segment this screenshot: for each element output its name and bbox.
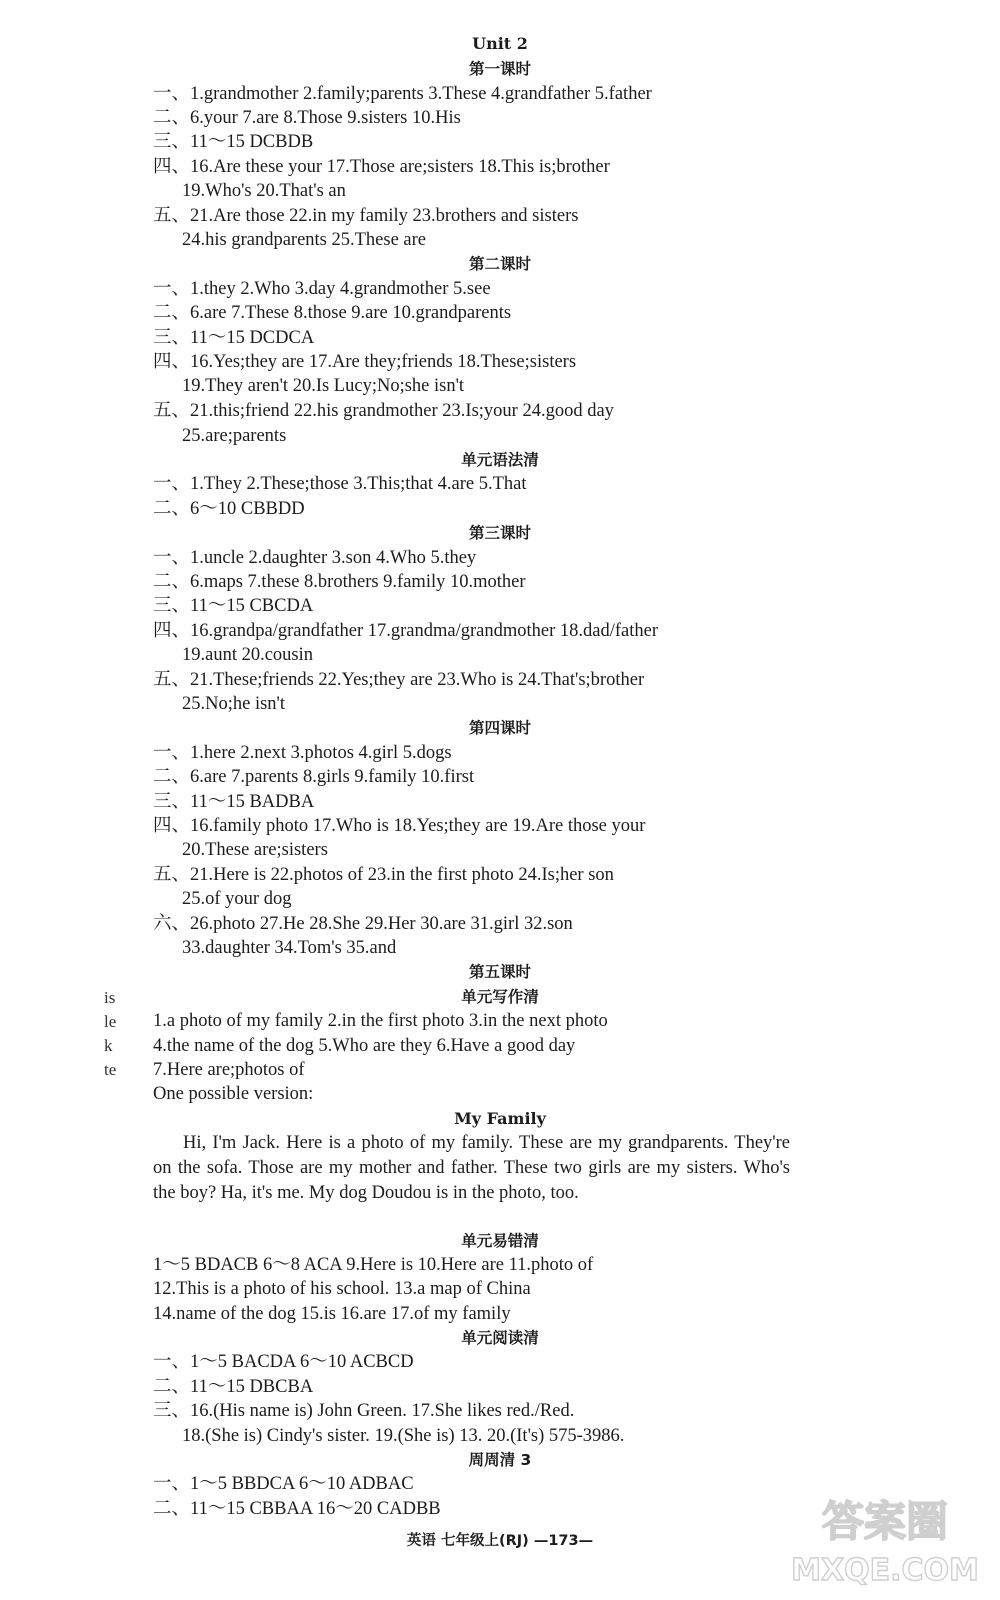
margin-fragment: is	[104, 988, 116, 1007]
section-heading: 单元阅读清	[461, 1329, 539, 1347]
section-heading: 第三课时	[468, 524, 531, 542]
section-heading: 单元易错清	[461, 1232, 539, 1250]
watermark-top: 答案圈	[821, 1497, 949, 1546]
answer-line: 4.the name of the dog 5.Who are they 6.Have a good day	[153, 1036, 576, 1056]
answer-line: 18.(She is) Cindy's sister. 19.(She is) 13. 20.(It's) 575-3986.	[182, 1426, 625, 1446]
answer-line: 25.of your dog	[182, 889, 292, 909]
answer-line: 五、21.These;friends 22.Yes;they are 23.Who is 24.That's;brother	[153, 670, 645, 690]
answer-line: 19.aunt 20.cousin	[182, 645, 314, 665]
answer-line: 二、11～15 DBCBA	[153, 1377, 314, 1397]
section-heading: 第二课时	[468, 255, 531, 273]
answer-line: 四、16.Are these your 17.Those are;sisters 18.This is;brother	[153, 157, 610, 177]
answer-line: 12.This is a photo of his school. 13.a map of China	[153, 1279, 531, 1299]
answer-line: 二、6.maps 7.these 8.brothers 9.family 10.mother	[153, 572, 526, 592]
answer-line: 二、6.are 7.parents 8.girls 9.family 10.first	[153, 767, 475, 787]
answer-line: 19.They aren't 20.Is Lucy;No;she isn't	[182, 376, 465, 396]
answer-line: 三、16.(His name is) John Green. 17.She likes red./Red.	[153, 1401, 575, 1421]
answer-line: 14.name of the dog 15.is 16.are 17.of my family	[153, 1304, 511, 1324]
answer-line: 五、21.Are those 22.in my family 23.brothers and sisters	[153, 206, 579, 226]
watermark-bottom: MXQE.COM	[791, 1553, 979, 1588]
section-heading: 周周清 3	[468, 1451, 532, 1469]
answer-line: 二、6.your 7.are 8.Those 9.sisters 10.His	[153, 108, 461, 128]
answer-line: 24.his grandparents 25.These are	[182, 230, 427, 250]
section-heading: 单元语法清	[461, 451, 539, 469]
section-heading: 单元写作清	[461, 988, 539, 1006]
answer-line: 二、6～10 CBBDD	[153, 499, 305, 519]
answer-line: 一、1～5 BBDCA 6～10 ADBAC	[153, 1474, 414, 1494]
answer-line: 二、6.are 7.These 8.those 9.are 10.grandparents	[153, 303, 512, 323]
essay-title: My Family	[454, 1109, 546, 1128]
answer-line: 一、1.uncle 2.daughter 3.son 4.Who 5.they	[153, 548, 477, 568]
answer-line: 五、21.this;friend 22.his grandmother 23.Is;your 24.good day	[153, 401, 614, 421]
answer-line: 20.These are;sisters	[182, 840, 328, 860]
watermark-logo	[790, 1488, 980, 1592]
margin-fragment: k	[104, 1036, 113, 1055]
answer-line: 六、26.photo 27.He 28.She 29.Her 30.are 31.girl 32.son	[153, 914, 573, 934]
answer-line: 一、1.they 2.Who 3.day 4.grandmother 5.see	[153, 279, 491, 299]
answer-line: 三、11～15 CBCDA	[153, 596, 314, 616]
answer-line: 25.are;parents	[182, 426, 287, 446]
answer-line: 一、1.here 2.next 3.photos 4.girl 5.dogs	[153, 743, 452, 763]
answer-line: 33.daughter 34.Tom's 35.and	[182, 938, 397, 958]
unit-title: Unit 2	[472, 34, 528, 53]
answer-line: 五、21.Here is 22.photos of 23.in the first photo 24.Is;her son	[153, 865, 614, 885]
answer-line: 二、11～15 CBBAA 16～20 CADBB	[153, 1499, 441, 1519]
section-heading: 第一课时	[468, 60, 531, 78]
answer-line: 一、1～5 BACDA 6～10 ACBCD	[153, 1352, 414, 1372]
section-heading: 第五课时	[468, 963, 531, 981]
answer-line: 一、1.grandmother 2.family;parents 3.These 4.grandfather 5.father	[153, 84, 652, 104]
answer-line: 三、11～15 DCBDB	[153, 132, 314, 152]
answer-line: 一、1.They 2.These;those 3.This;that 4.are 5.That	[153, 474, 527, 494]
essay-body: Hi, I'm Jack. Here is a photo of my family. These are my grandparents. They're on the sofa. Those are my mother and father. These two girls are my sisters. Who's the boy? Ha, it's me. My dog Doudou is in the photo, too.	[153, 1133, 790, 1203]
margin-fragment: le	[104, 1012, 117, 1031]
answer-line: 三、11～15 BADBA	[153, 792, 315, 812]
section-heading: 第四课时	[468, 719, 531, 737]
answer-line: 7.Here are;photos of	[153, 1060, 305, 1080]
answer-line: 三、11～15 DCDCA	[153, 328, 315, 348]
answer-line: 四、16.Yes;they are 17.Are they;friends 18.These;sisters	[153, 352, 577, 372]
answer-line: 四、16.family photo 17.Who is 18.Yes;they are 19.Are those your	[153, 816, 646, 836]
answer-line: 25.No;he isn't	[182, 694, 286, 714]
answer-line: 19.Who's 20.That's an	[182, 181, 346, 201]
page-footer: 英语 七年级上(RJ) —173—	[406, 1533, 594, 1549]
answer-line: One possible version:	[153, 1084, 314, 1104]
answer-line: 1.a photo of my family 2.in the first photo 3.in the next photo	[153, 1011, 608, 1031]
margin-fragment: te	[104, 1060, 117, 1079]
answer-line: 1～5 BDACB 6～8 ACA 9.Here is 10.Here are 11.photo of	[153, 1255, 594, 1275]
answer-line: 四、16.grandpa/grandfather 17.grandma/grandmother 18.dad/father	[153, 621, 658, 641]
